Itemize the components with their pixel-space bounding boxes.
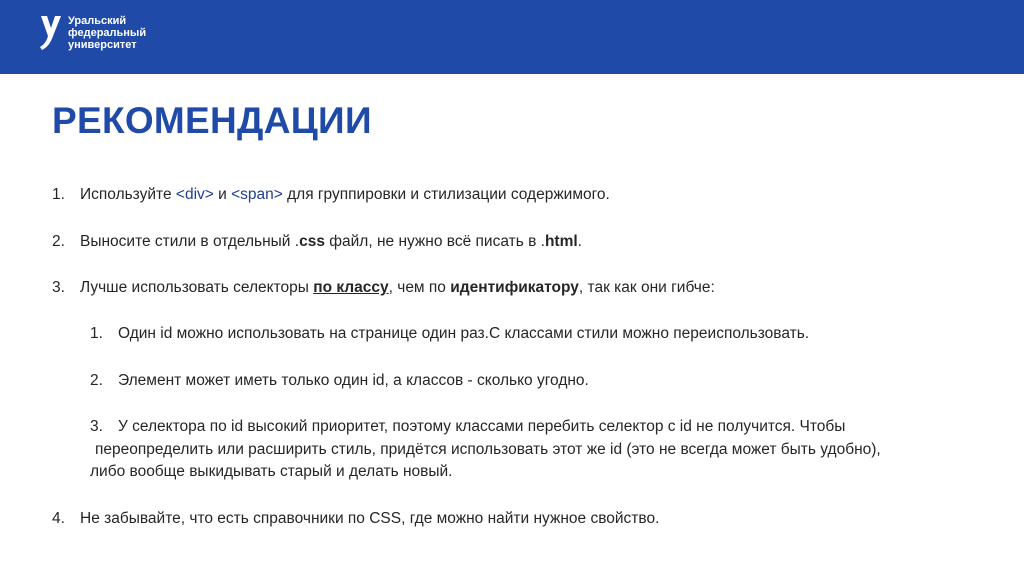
subitem-2-number: 2. — [90, 372, 103, 389]
item-1-number: 1. — [52, 186, 65, 203]
subitem-3-line-3: либо вообще выкидывать старый и делать новый. — [90, 463, 453, 480]
subitem-3-number: 3. — [90, 418, 103, 435]
item-3-text — [80, 278, 715, 298]
item-2-number: 2. — [52, 233, 65, 250]
item-3-by-class: по классу — [313, 279, 389, 296]
subitem-1-text: Один id можно использовать на странице один раз.С классами стили можно переиспользовать. — [118, 325, 810, 342]
item-3-part-5: , так как они гибче: — [578, 279, 715, 296]
item-4-text: Не забывайте, что есть справочники по CSS, где можно найти нужное свойство. — [80, 510, 660, 527]
item-3-by-id: идентификатору — [450, 279, 579, 296]
item-1-part-5: для группировки и стилизации содержимого. — [282, 186, 610, 203]
subitem-2-text: Элемент может иметь только один id, а классов - сколько угодно. — [118, 372, 589, 389]
logo-line-1: Уральский — [68, 15, 127, 27]
item-2-html: html — [544, 233, 578, 250]
item-2-text — [80, 232, 582, 252]
subitem-3-line-2: переопределить или расширить стиль, придётся использовать этот же id (это не всегда может быть удобно), — [95, 441, 881, 458]
page-title: РЕКОМЕНДАЦИИ — [52, 100, 372, 141]
item-1-div-tag: <div> — [175, 186, 214, 203]
item-2-part-3: файл, не нужно всё писать в . — [324, 233, 545, 250]
item-3-part-3: , чем по — [388, 279, 451, 296]
subitem-3-line-1: У селектора по id высокий приоритет, поэтому классами перебить селектор с id не получится. Чтобы — [118, 418, 846, 435]
item-1-part-1: Используйте — [80, 186, 176, 203]
item-2-part-1: Выносите стили в отдельный . — [80, 233, 300, 250]
item-1-part-3: и — [213, 186, 232, 203]
item-2-css: css — [299, 233, 325, 250]
item-1-text — [80, 185, 610, 205]
item-4-number: 4. — [52, 510, 65, 527]
logo-line-3: университет — [68, 39, 137, 51]
subitem-1-number: 1. — [90, 325, 103, 342]
item-2-part-5: . — [577, 233, 582, 250]
item-3-part-1: Лучше использовать селекторы — [80, 279, 314, 296]
logo-line-2: федеральный — [68, 27, 147, 39]
item-3-number: 3. — [52, 279, 65, 296]
item-1-span-tag: <span> — [231, 186, 283, 203]
